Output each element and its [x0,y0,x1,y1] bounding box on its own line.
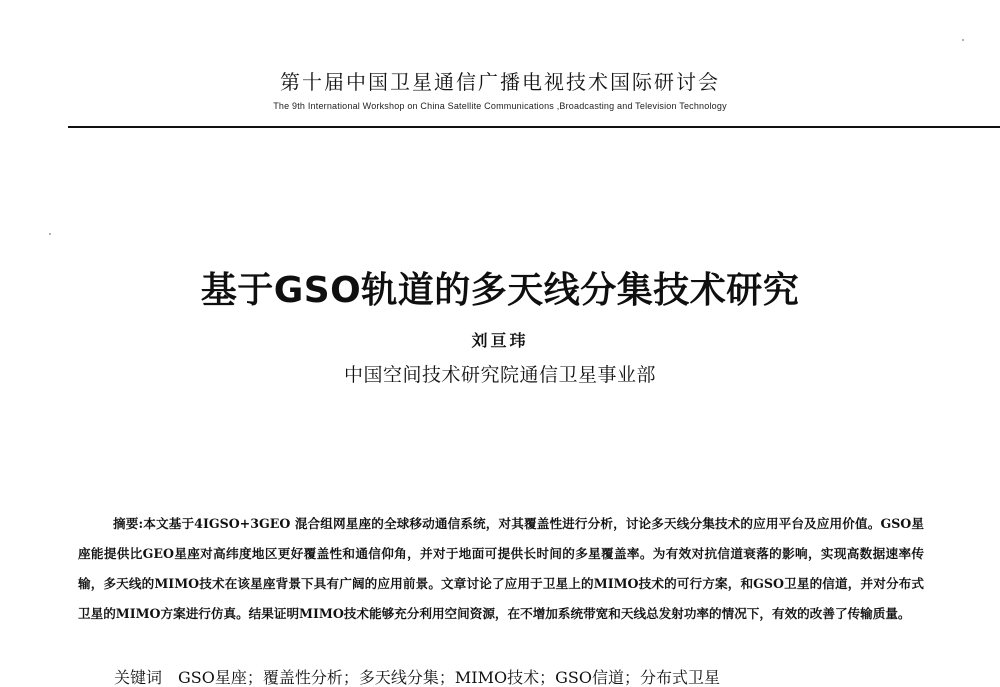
header-divider [68,126,1000,128]
scan-speck [962,39,964,41]
keywords-text: GSO星座；覆盖性分析；多天线分集；MIMO技术；GSO信道；分布式卫星 [178,668,720,687]
conference-title: 第十届中国卫星通信广播电视技术国际研讨会 [280,70,720,94]
scan-speck [49,233,51,235]
author-affiliation: 中国空间技术研究院通信卫星事业部 [343,364,656,386]
paper-title: 基于GSO轨道的多天线分集技术研究 [200,270,800,311]
abstract-text: 本文基于4IGSO+3GEO 混合组网星座的全球移动通信系统，对其覆盖性进行分析，讨论多天线分集技术的应用平台及应用价值。GSO星座能提供比GEO星座对高纬度地区更好覆盖性和通信仰角，并对于地面可提供长时间的多星覆盖率。为有效对抗信道衰落的影响，实现高数据速率传输，多天线的MIMO技术在该星座背景下具有广阔的应用前景。文章讨论了应用于卫星上的MIMO技术的可行方案，和GSO卫星的信道，并对分布式卫星的MIMO方案进行仿真。结果证明MIMO技术能够充分利用空间资源，在不增加系统带宽和天线总发射功率的情况下，有效的改善了传输质量。 [78,516,924,621]
keywords-label: 关键词 [114,668,163,687]
abstract-label: 摘要: [113,516,144,531]
conference-subtitle: The 9th International Workshop on China Satellite Communications ,Broadcasting and Television Technology [273,101,727,111]
abstract-paragraph [78,509,924,629]
keywords-line [114,665,974,687]
author-name: 刘亘玮 [471,331,529,350]
